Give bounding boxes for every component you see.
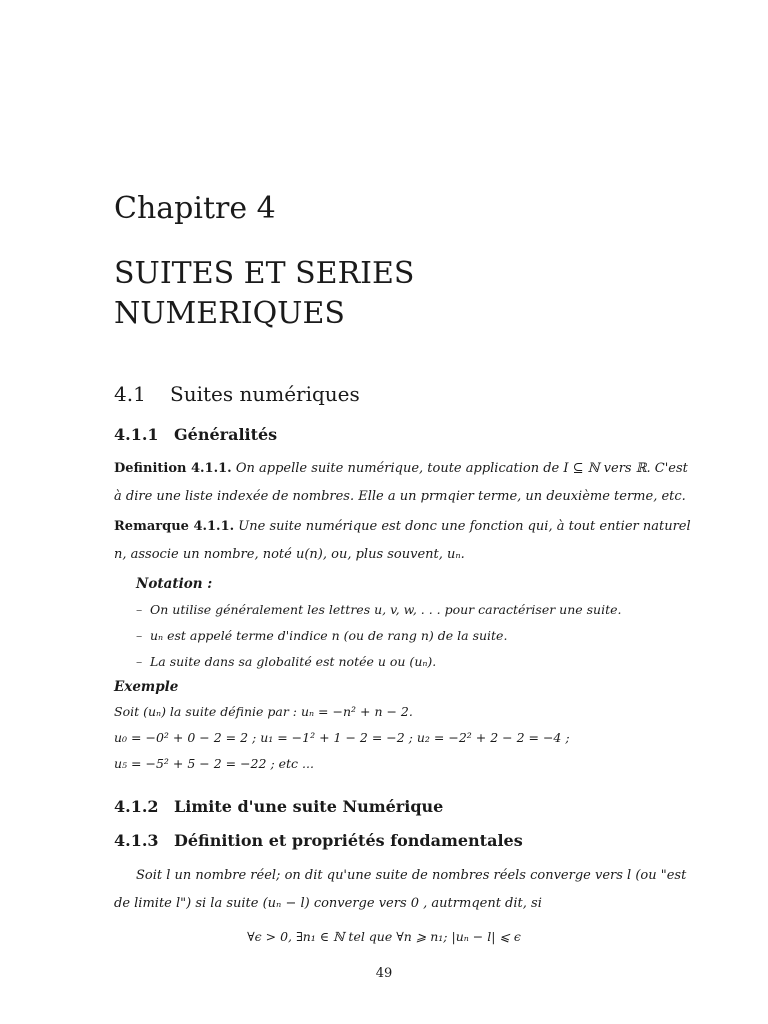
notation-item [136,602,622,617]
body-4-1-3-line-1: Soit l un nombre réel; on dit qu'une suite de nombres réels converge vers l (ou "est [136,868,687,883]
subsection-number: 4.1.3 [114,831,159,850]
notation-item [136,628,507,643]
notation-heading: Notation : [136,576,213,592]
subsection-label: Limite d'une suite Numérique [174,797,444,816]
body-4-1-3-line-2: de limite l") si la suite (uₙ − l) converge vers 0 , autrmqent dit, si [114,896,542,911]
convergence-formula: ∀ϵ > 0, ∃n₁ ∈ ℕ tel que ∀n ⩾ n₁; |uₙ − l| ⩽ ϵ [247,929,521,944]
remarque-text-1: Une suite numérique est donc une fonction qui, à tout entier naturel [238,519,691,534]
subsection-heading-4-1-1 [114,425,277,444]
dash-bullet: – [136,654,143,669]
remarque-label: Remarque 4.1.1. [114,519,235,534]
section-number: 4.1 [114,382,146,406]
exemple-line-1: Soit (uₙ) la suite définie par : uₙ = −n² + n − 2. [114,704,413,719]
notation-item-text: uₙ est appelé terme d'indice n (ou de rang n) de la suite. [150,628,508,643]
subsection-label: Définition et propriétés fondamentales [174,831,523,850]
remarque-line-1 [114,513,691,541]
subsection-number: 4.1.2 [114,797,159,816]
exemple-line-3: u₅ = −5² + 5 − 2 = −22 ; etc ... [114,756,314,771]
chapter-title: SUITES ET SERIES NUMERIQUES [114,256,415,331]
section-heading-4-1 [114,382,360,406]
dash-bullet: – [136,628,143,643]
exemple-heading: Exemple [114,679,179,695]
dash-bullet: – [136,602,143,617]
chapter-heading: Chapitre 4 [114,191,276,226]
definition-line-1 [114,455,688,483]
notation-item-text: On utilise généralement les lettres u, v, w, . . . pour caractériser une suite. [150,602,622,617]
definition-line-2: à dire une liste indexée de nombres. Elle a un prmqier terme, un deuxième terme, etc. [114,489,686,504]
subsection-heading-4-1-3 [114,831,523,850]
page-number: 49 [375,966,393,981]
remarque-line-2: n, associe un nombre, noté u(n), ou, plus souvent, uₙ. [114,547,465,562]
subsection-number: 4.1.1 [114,425,159,444]
definition-label: Definition 4.1.1. [114,461,232,476]
subsection-label: Généralités [174,425,278,444]
notation-item-text: La suite dans sa globalité est notée u ou (uₙ). [150,654,437,669]
exemple-line-2: u₀ = −0² + 0 − 2 = 2 ; u₁ = −1² + 1 − 2 = −2 ; u₂ = −2² + 2 − 2 = −4 ; [114,730,570,745]
definition-text-1: On appelle suite numérique, toute application de I ⊆ ℕ vers ℝ. C'est [235,461,688,476]
subsection-heading-4-1-2 [114,797,443,816]
section-label: Suites numériques [170,382,360,406]
notation-item [136,654,436,669]
